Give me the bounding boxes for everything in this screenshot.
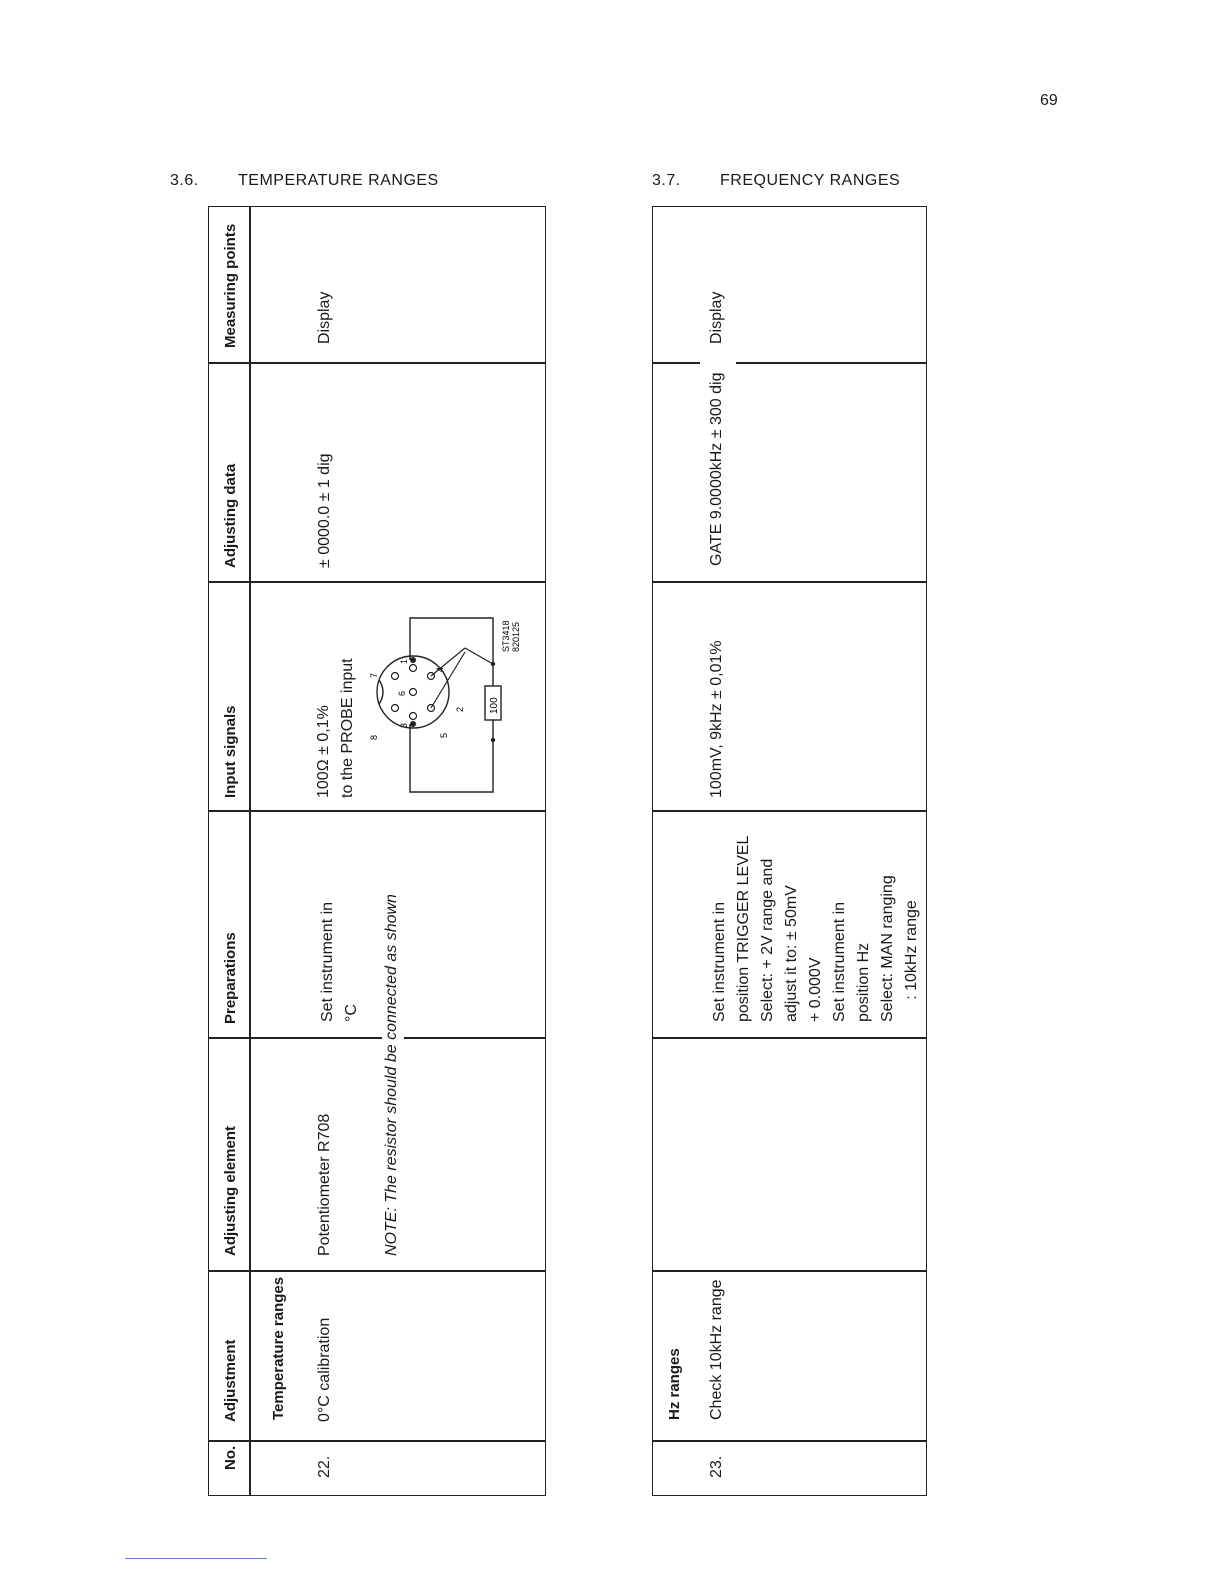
resistor-note: NOTE: The resistor should be connected as shown bbox=[383, 894, 400, 1256]
input-signals-cell: 100mV, 9kHz ± 0,01% bbox=[708, 640, 725, 798]
adjusting-data-cell: GATE 9.0000kHz ± 300 dig bbox=[708, 372, 725, 566]
header-no: No. bbox=[222, 1445, 239, 1470]
preparations-line: position TRIGGER LEVEL bbox=[735, 835, 752, 1022]
pin bbox=[410, 665, 417, 672]
wire bbox=[410, 724, 493, 792]
column-divider bbox=[404, 1037, 546, 1039]
preparations-line: Set instrument in bbox=[711, 901, 728, 1022]
pin-label: 7 bbox=[369, 672, 379, 678]
section-number: 3.7. bbox=[652, 172, 681, 189]
preparations-line: Select: + 2V range and bbox=[759, 858, 776, 1022]
header-preparations: Preparations bbox=[222, 932, 239, 1024]
header-measuring-points: Measuring points bbox=[222, 223, 239, 348]
column-divider bbox=[208, 1440, 546, 1442]
column-divider bbox=[208, 581, 546, 583]
pin-label: 2 bbox=[455, 706, 465, 712]
input-line: to the PROBE input bbox=[339, 658, 356, 798]
row-number: 22. bbox=[316, 1455, 333, 1478]
junction bbox=[491, 738, 495, 742]
preparations-cell bbox=[316, 902, 364, 1022]
pin bbox=[392, 673, 399, 680]
section-number: 3.6. bbox=[170, 172, 199, 189]
connector-body bbox=[377, 656, 449, 728]
input-signals-cell bbox=[312, 658, 360, 798]
pin bbox=[410, 657, 416, 663]
drawing-code: ST3418 bbox=[501, 620, 511, 652]
preparations-line: adjust it to: ± 50mV bbox=[783, 885, 800, 1022]
group-label: Temperature ranges bbox=[270, 1276, 287, 1420]
wire bbox=[465, 648, 493, 664]
page-number: 69 bbox=[1040, 92, 1058, 109]
column-divider bbox=[208, 1037, 382, 1039]
pin-label: 3 bbox=[399, 722, 409, 728]
column-divider bbox=[652, 362, 700, 364]
preparations-line: : 10kHz range bbox=[903, 900, 920, 1022]
section-title-temperature bbox=[170, 172, 439, 190]
header-adjusting-element: Adjusting element bbox=[222, 1125, 239, 1256]
footer-rule bbox=[125, 1558, 267, 1559]
column-divider bbox=[652, 581, 927, 583]
measuring-points-cell: Display bbox=[316, 291, 333, 344]
pin bbox=[410, 689, 417, 696]
table-frame bbox=[208, 206, 546, 1496]
connector-key bbox=[379, 680, 383, 704]
input-line: 100Ω ± 0,1% bbox=[315, 705, 332, 798]
preparations-line: °C bbox=[343, 1004, 360, 1022]
junction bbox=[491, 662, 495, 666]
row-number: 23. bbox=[708, 1455, 725, 1478]
pin-label: 5 bbox=[439, 732, 449, 738]
column-divider bbox=[736, 362, 927, 364]
section-title-frequency bbox=[652, 172, 900, 190]
pin-label: 4 bbox=[435, 666, 445, 672]
adjusting-element-cell: Potentiometer R708 bbox=[316, 1113, 333, 1256]
pin-label: 8 bbox=[369, 734, 379, 740]
header-adjusting-data: Adjusting data bbox=[222, 463, 239, 568]
preparations-line: position Hz bbox=[855, 942, 872, 1022]
preparations-line: + 0.000V bbox=[807, 957, 824, 1022]
pin bbox=[410, 713, 417, 720]
adjustment-cell: 0°C calibration bbox=[316, 1317, 333, 1422]
column-divider bbox=[208, 362, 546, 364]
group-label: Hz ranges bbox=[666, 1348, 683, 1420]
preparations-cell bbox=[708, 836, 924, 1022]
measuring-points-cell: Display bbox=[708, 291, 725, 344]
column-divider bbox=[652, 1270, 927, 1272]
column-divider bbox=[208, 810, 546, 812]
probe-connector-diagram bbox=[365, 612, 525, 802]
preparations-line: Set instrument in bbox=[319, 901, 336, 1022]
pin bbox=[392, 705, 399, 712]
pin-label: 6 bbox=[397, 690, 407, 696]
column-divider bbox=[652, 1037, 927, 1039]
header-adjustment: Adjustment bbox=[222, 1339, 239, 1422]
preparations-line: Set instrument in bbox=[831, 901, 848, 1022]
preparations-line: Select: MAN ranging bbox=[879, 875, 896, 1022]
pin bbox=[410, 721, 416, 727]
header-input-signals: Input signals bbox=[222, 705, 239, 798]
header-divider bbox=[249, 206, 251, 1496]
drawing-code: 820125 bbox=[511, 621, 521, 652]
column-divider bbox=[652, 810, 927, 812]
adjustment-cell: Check 10kHz range bbox=[708, 1279, 725, 1420]
adjusting-data-cell: ± 0000.0 ± 1 dig bbox=[316, 453, 333, 568]
section-title-text: TEMPERATURE RANGES bbox=[238, 172, 439, 189]
resistor-label: 100 bbox=[489, 697, 500, 714]
column-divider bbox=[208, 1270, 546, 1272]
column-divider bbox=[652, 1440, 927, 1442]
pin-label: 1 bbox=[399, 658, 409, 664]
section-title-text: FREQUENCY RANGES bbox=[720, 172, 901, 189]
